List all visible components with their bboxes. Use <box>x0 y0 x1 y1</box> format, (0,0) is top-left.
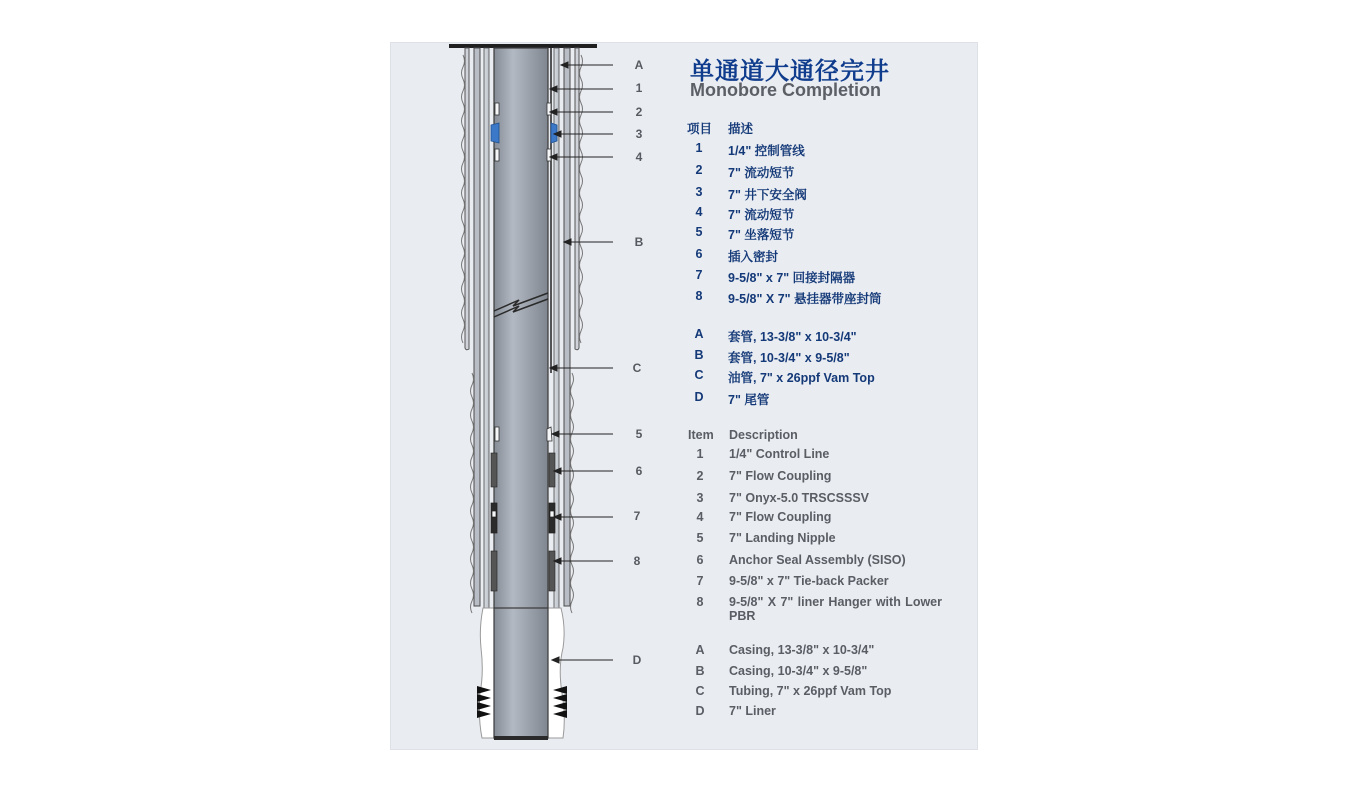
callout-3: 3 <box>635 127 643 141</box>
en-header-description: Description <box>729 428 798 442</box>
callout-5: 5 <box>635 427 643 441</box>
callout-8: 8 <box>633 554 641 568</box>
title-english: Monobore Completion <box>690 80 881 100</box>
cn-header-description: 描述 <box>728 122 754 136</box>
callout-4: 4 <box>635 150 643 164</box>
callout-1: 1 <box>635 81 643 95</box>
cn-header-item: 项目 <box>687 122 713 136</box>
callout-c: C <box>632 361 642 375</box>
en-header-item: Item <box>688 428 714 442</box>
wellbore-schematic <box>391 43 641 751</box>
callout-2: 2 <box>635 105 643 119</box>
callout-a: A <box>634 58 644 72</box>
completion-diagram-panel: A 1 2 3 4 B C 5 6 7 8 D 单通道大通径完井 Monobore Completion 项目 描述 1 1/4" 控制管线 2 7" 流动短节 3 7" 井下安全阀 4 7" 流动短节 5 7" 坐落短节 6 插入密封 7 9-5/8" x 7" 回接封隔器 8 9-5/8" X 7" 悬挂器带座封筒 A 套管, 13-3/8" x 10-3/4" B 套管, 10-3/4" x 9-5/8" C 油管, 7" x 26ppf Vam Top D 7" 尾管 Item Description 1 1/4" Control Line 2 7" Flow Coupling 3 7" Onyx-5.0 TRSCSSSV 4 7" Flow Coupling 5 7" Landing Nipple 6 Anchor Seal Assembly (SISO) 7 9-5/8" x 7" Tie-back Packer 8 9-5/8" X 7" liner Hanger with Lower PBR A Casing, 13-3/8" x 10-3/4" B Casing, 10-3/4" x 9-5/8" C Tubing, 7" x 26ppf Vam Top D 7" Liner <box>390 42 978 750</box>
callout-6: 6 <box>635 464 643 478</box>
title-chinese: 单通道大通径完井 <box>690 58 890 85</box>
callout-d: D <box>632 653 642 667</box>
callout-7: 7 <box>633 509 641 523</box>
callout-b: B <box>634 235 644 249</box>
